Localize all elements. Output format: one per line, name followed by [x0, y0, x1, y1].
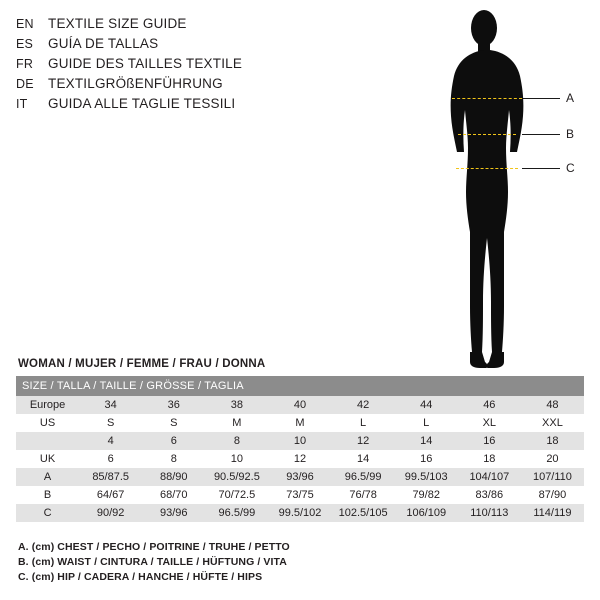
cell: 104/107	[458, 468, 521, 486]
chest-leader-line	[522, 98, 560, 99]
title-text-it: GUIDA ALLE TAGLIE TESSILI	[48, 96, 236, 111]
cell: M	[205, 414, 268, 432]
legend-line-a: A. (cm) CHEST / PECHO / POITRINE / TRUHE / PETTO	[18, 541, 290, 553]
title-row-fr	[16, 54, 346, 74]
cell: 12	[332, 432, 395, 450]
cell: 73/75	[268, 486, 331, 504]
size-table	[16, 376, 584, 522]
title-text-de: TEXTILGRÖßENFÜHRUNG	[48, 76, 223, 91]
cell: 110/113	[458, 504, 521, 522]
language-code-es: ES	[16, 37, 34, 51]
row-label: US	[16, 414, 79, 432]
cell: 12	[268, 450, 331, 468]
title-text-en: TEXTILE SIZE GUIDE	[48, 16, 187, 31]
cell: 16	[458, 432, 521, 450]
cell: 93/96	[142, 504, 205, 522]
cell: 34	[79, 396, 142, 414]
cell: 96.5/99	[205, 504, 268, 522]
hip-leader-line	[522, 168, 560, 169]
cell: 114/119	[521, 504, 584, 522]
cell: 18	[521, 432, 584, 450]
cell: 8	[142, 450, 205, 468]
cell: 102.5/105	[332, 504, 395, 522]
cell: XL	[458, 414, 521, 432]
table-row	[16, 414, 584, 432]
cell: 48	[521, 396, 584, 414]
group-title: WOMAN / MUJER / FEMME / FRAU / DONNA	[18, 358, 266, 370]
title-row-en	[16, 14, 346, 34]
cell: 90.5/92.5	[205, 468, 268, 486]
cell: 64/67	[79, 486, 142, 504]
chest-measure-line	[452, 98, 522, 99]
language-code-fr: FR	[16, 57, 34, 71]
table-row	[16, 432, 584, 450]
cell: 99.5/102	[268, 504, 331, 522]
row-label: Europe	[16, 396, 79, 414]
table-row	[16, 468, 584, 486]
cell: M	[268, 414, 331, 432]
cell: S	[79, 414, 142, 432]
cell: 40	[268, 396, 331, 414]
cell: 85/87.5	[79, 468, 142, 486]
cell: 14	[332, 450, 395, 468]
table-row	[16, 486, 584, 504]
cell: 96.5/99	[332, 468, 395, 486]
row-label: B	[16, 486, 79, 504]
cell: XXL	[521, 414, 584, 432]
row-label: UK	[16, 450, 79, 468]
cell: L	[395, 414, 458, 432]
chest-label: A	[566, 91, 575, 105]
row-label: C	[16, 504, 79, 522]
cell: 46	[458, 396, 521, 414]
table-row	[16, 396, 584, 414]
cell: 87/90	[521, 486, 584, 504]
female-body-silhouette	[430, 6, 590, 376]
row-label	[16, 432, 79, 450]
table-row	[16, 450, 584, 468]
cell: 10	[205, 450, 268, 468]
cell: 36	[142, 396, 205, 414]
language-code-it: IT	[16, 97, 28, 111]
legend-line-b: B. (cm) WAIST / CINTURA / TAILLE / HÜFTUNG / VITA	[18, 556, 287, 568]
cell: 14	[395, 432, 458, 450]
waist-measure-line	[458, 134, 516, 135]
hip-label: C	[566, 161, 575, 175]
cell: 20	[521, 450, 584, 468]
title-block	[16, 14, 346, 114]
size-table-section	[16, 358, 584, 522]
hip-measure-line	[456, 168, 518, 169]
cell: 8	[205, 432, 268, 450]
cell: 4	[79, 432, 142, 450]
cell: 6	[79, 450, 142, 468]
cell: 38	[205, 396, 268, 414]
row-label: A	[16, 468, 79, 486]
cell: 88/90	[142, 468, 205, 486]
cell: 106/109	[395, 504, 458, 522]
table-header-label: SIZE / TALLA / TAILLE / GRÖSSE / TAGLIA	[16, 376, 584, 396]
legend-line-c: C. (cm) HIP / CADERA / HANCHE / HÜFTE / HIPS	[18, 571, 263, 583]
cell: 70/72.5	[205, 486, 268, 504]
waist-label: B	[566, 127, 575, 141]
cell: 42	[332, 396, 395, 414]
title-text-fr: GUIDE DES TAILLES TEXTILE	[48, 56, 243, 71]
cell: 10	[268, 432, 331, 450]
cell: 107/110	[521, 468, 584, 486]
cell: 90/92	[79, 504, 142, 522]
cell: 6	[142, 432, 205, 450]
cell: 16	[395, 450, 458, 468]
table-header-row	[16, 376, 584, 396]
language-code-en: EN	[16, 17, 34, 31]
language-code-de: DE	[16, 77, 34, 91]
silhouette-svg	[430, 6, 590, 376]
cell: 44	[395, 396, 458, 414]
title-row-de	[16, 74, 346, 94]
table-row	[16, 504, 584, 522]
cell: 99.5/103	[395, 468, 458, 486]
cell: 83/86	[458, 486, 521, 504]
title-row-es	[16, 34, 346, 54]
title-text-es: GUÍA DE TALLAS	[48, 36, 159, 51]
cell: 18	[458, 450, 521, 468]
cell: L	[332, 414, 395, 432]
cell: 68/70	[142, 486, 205, 504]
title-row-it	[16, 94, 346, 114]
cell: 76/78	[332, 486, 395, 504]
cell: S	[142, 414, 205, 432]
cell: 79/82	[395, 486, 458, 504]
waist-leader-line	[522, 134, 560, 135]
measurement-legend	[18, 540, 578, 585]
cell: 93/96	[268, 468, 331, 486]
